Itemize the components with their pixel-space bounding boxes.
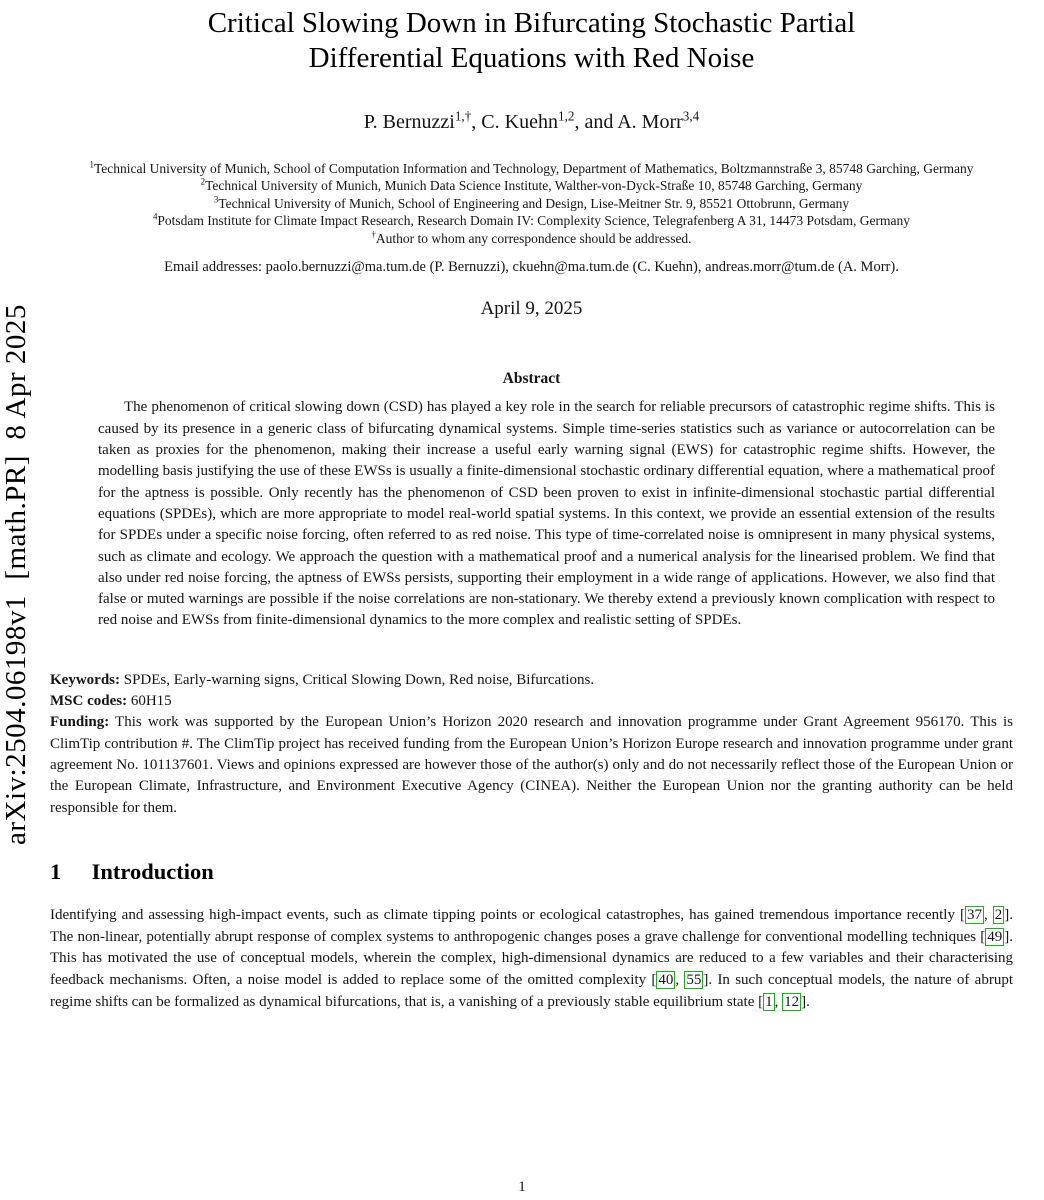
funding-line	[50, 712, 1013, 818]
section-number: 1	[50, 858, 62, 884]
affiliation-2-text: Technical University of Munich, Munich Data Science Institute, Walther-von-Dyck-Straße 10, 85748 Garching, Germany	[205, 178, 863, 194]
msc-label: MSC codes:	[50, 693, 128, 710]
meta-block	[50, 670, 1013, 819]
keywords-line	[50, 670, 1013, 691]
paragraph-text: ,	[675, 972, 685, 989]
paragraph-text: ].	[801, 993, 810, 1010]
paragraph-text: ]. In such conceptual models, the nature of abrupt regime shifts can be formalized as dynamical bifurcations, that is, a vanishing of a previously stable equilibrium state [	[50, 972, 1013, 1010]
paragraph-text: ,	[983, 906, 993, 923]
authors-line	[50, 108, 1013, 134]
affiliation-3-text: Technical University of Munich, School of Engineering and Design, Lise-Meitner Str. 9, 85521 Ottobrunn, Germany	[218, 195, 850, 211]
corresponding-author-marker: †	[371, 229, 376, 240]
affiliation-1	[50, 160, 1013, 178]
funding-value: This work was supported by the European Union’s Horizon 2020 research and innovation programme under Grant Agreement 956170. This is ClimTip contribution #. The ClimTip project has received funding from the European Union’s Horizon Europe research and innovation programme under grant agreement No. 101137601. Views and opinions expressed are however those of the author(s) only and do not necessarily reflect those of the European Union or the European Climate, Infrastructure, and Environment Executive Agency (CINEA). Neither the European Union nor the granting authority can be held responsible for them.	[50, 714, 1013, 816]
funding-label: Funding:	[50, 714, 110, 731]
abstract-heading: Abstract	[502, 370, 561, 388]
citation-link[interactable]: 40	[658, 972, 674, 989]
keywords-value: SPDEs, Early-warning signs, Critical Slowing Down, Red noise, Bifurcations.	[120, 671, 595, 688]
affiliation-4-text: Potsdam Institute for Climate Impact Research, Research Domain IV: Complexity Science, Telegrafenberg A 31, 14473 Potsdam, Germany	[157, 213, 911, 229]
page-number: 1	[518, 1179, 526, 1195]
citation-link[interactable]: 12	[784, 993, 800, 1010]
arxiv-watermark: arXiv:2504.06198v1 [math.PR] 8 Apr 2025	[0, 304, 32, 845]
paragraph-text: ,	[774, 993, 783, 1010]
title-line-2: Differential Equations with Red Noise	[308, 42, 755, 75]
corresponding-author-text: Author to whom any correspondence should be addressed.	[375, 230, 692, 246]
paper-date: April 9, 2025	[480, 298, 583, 320]
citation-link[interactable]: 55	[686, 972, 702, 989]
author-1-affil-marks: 1,†	[454, 108, 472, 124]
introduction-paragraph	[50, 905, 1013, 1014]
citation-link[interactable]: 49	[987, 928, 1003, 945]
citation-link[interactable]: 2	[994, 906, 1003, 923]
abstract-text: The phenomenon of critical slowing down (CSD) has played a key role in the search for reliable precursors of catastrophic regime shifts. This is caused by its presence in a generic class of bifurcating dynamical systems. Simple time-series statistics such as variance or autocorrelation can be taken as proxies for the phenomenon, making their increase a useful early warning signal (EWS) for catastrophic regime shifts. However, the modelling basis justifying the use of these EWSs is usually a finite-dimensional stochastic ordinary differential equation, where a mathematical proof for the aptness is possible. Only recently has the phenomenon of CSD been proven to exist in infinite-dimensional stochastic partial differential equations (SPDEs), which are more appropriate to model real-world spatial systems. In this context, we provide an essential extension of the results for SPDEs under a specific noise forcing, often referred to as red noise. This type of time-correlated noise is omnipresent in many physical systems, such as climate and ecology. We approach the question with a mathematical proof and a numerical analysis for the linearised problem. We find that also under red noise forcing, the aptness of EWSs persists, supporting their employment in a wide range of applications. However, we also find that false or muted warnings are possible if the noise correlations are non-stationary. We thereby extend a previously known complication with respect to red noise and EWSs from finite-dimensional dynamics to the more complex and realistic setting of SPDEs.	[98, 399, 995, 629]
affiliation-3-marker: 3	[213, 194, 219, 205]
msc-line	[50, 691, 1013, 712]
msc-value: 60H15	[127, 693, 172, 710]
paragraph-text: ]. The non-linear, potentially abrupt response of complex systems to anthropogenic changes poses a grave challenge for conventional modelling techniques [	[50, 906, 1013, 945]
author-3: , and A. Morr$^{3,4}$	[574, 108, 700, 133]
email-addresses: Email addresses: paolo.bernuzzi@ma.tum.de (P. Bernuzzi), ckuehn@ma.tum.de (C. Kuehn), andreas.morr@tum.de (A. Morr).	[164, 259, 899, 276]
citation-link[interactable]: 37	[966, 906, 982, 923]
keywords-label: Keywords:	[50, 671, 120, 688]
author-2-affil-marks: 1,2	[557, 108, 575, 124]
citation-link[interactable]: 1	[765, 993, 773, 1010]
affiliation-4-marker: 4	[152, 211, 158, 222]
affiliation-1-marker: 1	[89, 159, 94, 170]
section-heading-introduction	[50, 859, 1013, 885]
author-2: , C. Kuehn$^{1,2}$	[471, 108, 575, 133]
affiliation-2	[50, 177, 1013, 195]
corresponding-author-note	[50, 230, 1013, 248]
affiliation-2-marker: 2	[200, 176, 206, 187]
affiliation-4	[50, 212, 1013, 230]
paper-content	[50, 6, 1013, 1014]
affiliation-3	[50, 195, 1013, 213]
paper-title	[50, 6, 1013, 77]
affiliations-block	[50, 160, 1013, 248]
author-1: P. Bernuzzi$^{1,\dagger}$	[363, 108, 472, 133]
affiliation-1-text: Technical University of Munich, School of Computation Information and Technology, Department of Mathematics, Boltzmannstraße 3, 85748 Garching, Germany	[93, 160, 974, 176]
title-line-1: Critical Slowing Down in Bifurcating Stochastic Partial	[207, 7, 856, 39]
author-3-affil-marks: 3,4	[682, 108, 700, 124]
paragraph-text: Identifying and assessing high-impact events, such as climate tipping points or ecological catastrophes, has gained tremendous importance recently [	[50, 906, 965, 923]
section-title: Introduction	[91, 858, 214, 884]
paragraph-text: ]. This has motivated the use of conceptual models, wherein the complex, high-dimensional dynamics are reduced to a few variables and their characterising feedback mechanisms. Often, a noise model is added to replace some of the omitted complexity [	[50, 928, 1013, 989]
